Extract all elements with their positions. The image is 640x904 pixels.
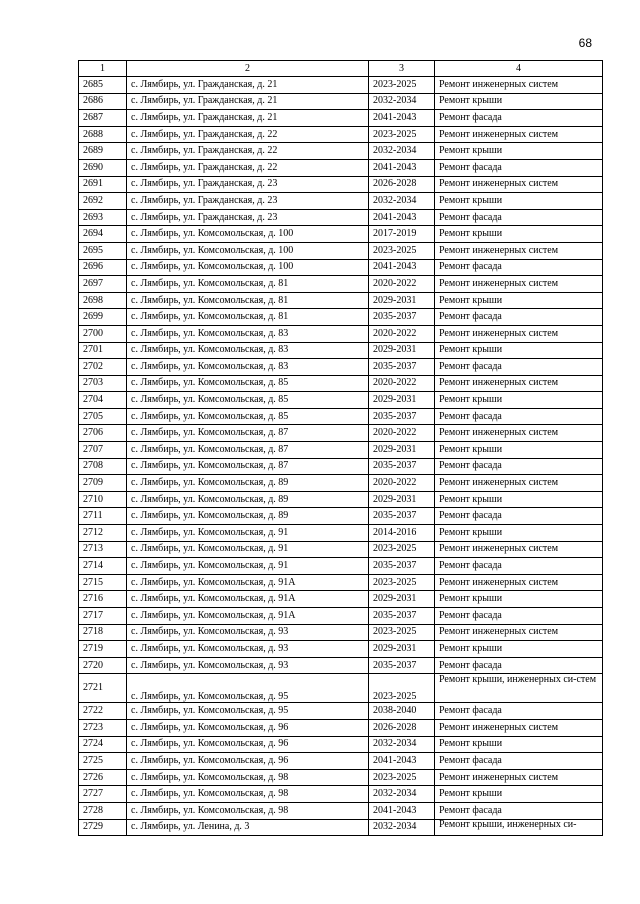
work-type-cell: Ремонт инженерных систем [435,375,603,392]
table-row [79,657,603,674]
period-cell: 2023-2025 [369,769,435,786]
row-number-cell: 2705 [79,408,127,425]
row-number-cell: 2728 [79,802,127,819]
period-cell: 2020-2022 [369,325,435,342]
work-type-cell: Ремонт крыши [435,226,603,243]
address-cell: с. Лямбирь, ул. Комсомольская, д. 96 [127,753,369,770]
period-cell: 2029-2031 [369,342,435,359]
address-cell: с. Лямбирь, ул. Комсомольская, д. 87 [127,442,369,459]
work-type-cell: Ремонт крыши [435,491,603,508]
table-row [79,736,603,753]
address-cell: с. Лямбирь, ул. Комсомольская, д. 81 [127,276,369,293]
table-row [79,77,603,94]
period-cell: 2035-2037 [369,558,435,575]
period-cell: 2017-2019 [369,226,435,243]
address-cell: с. Лямбирь, ул. Комсомольская, д. 100 [127,226,369,243]
row-number-cell: 2721 [79,674,127,703]
period-cell: 2041-2043 [369,209,435,226]
row-number-cell: 2685 [79,77,127,94]
period-cell: 2035-2037 [369,309,435,326]
row-number-cell: 2726 [79,769,127,786]
page-number: 68 [578,36,592,50]
work-type-cell: Ремонт фасада [435,703,603,720]
row-number-cell: 2729 [79,819,127,836]
period-cell: 2041-2043 [369,259,435,276]
row-number-cell: 2719 [79,641,127,658]
period-cell: 2014-2016 [369,525,435,542]
period-cell: 2026-2028 [369,176,435,193]
address-cell: с. Лямбирь, ул. Комсомольская, д. 96 [127,719,369,736]
row-number-cell: 2723 [79,719,127,736]
work-type-cell: Ремонт фасада [435,110,603,127]
work-type-cell: Ремонт инженерных систем [435,475,603,492]
address-cell: с. Лямбирь, ул. Гражданская, д. 21 [127,110,369,127]
row-number-cell: 2704 [79,392,127,409]
period-cell: 2029-2031 [369,292,435,309]
address-cell: с. Лямбирь, ул. Комсомольская, д. 100 [127,242,369,259]
row-number-cell: 2715 [79,574,127,591]
period-cell: 2032-2034 [369,193,435,210]
table-row [79,719,603,736]
address-cell: с. Лямбирь, ул. Гражданская, д. 21 [127,93,369,110]
table-row [79,442,603,459]
row-number-cell: 2708 [79,458,127,475]
work-type-cell: Ремонт инженерных систем [435,77,603,94]
work-type-cell: Ремонт инженерных систем [435,719,603,736]
table-row [79,276,603,293]
address-cell: с. Лямбирь, ул. Комсомольская, д. 89 [127,508,369,525]
period-cell: 2023-2025 [369,242,435,259]
work-type-cell: Ремонт инженерных систем [435,126,603,143]
work-type-cell: Ремонт фасада [435,657,603,674]
row-number-cell: 2688 [79,126,127,143]
table-body [79,77,603,836]
address-cell: с. Лямбирь, ул. Гражданская, д. 23 [127,209,369,226]
row-number-cell: 2716 [79,591,127,608]
row-number-cell: 2710 [79,491,127,508]
table-row [79,541,603,558]
work-type-cell: Ремонт фасада [435,359,603,376]
table-row [79,769,603,786]
address-cell: с. Лямбирь, ул. Комсомольская, д. 95 [127,674,369,703]
work-type-cell: Ремонт крыши [435,591,603,608]
work-type-cell: Ремонт фасада [435,608,603,625]
table-row [79,508,603,525]
row-number-cell: 2693 [79,209,127,226]
row-number-cell: 2695 [79,242,127,259]
work-type-cell: Ремонт инженерных систем [435,624,603,641]
table-row [79,591,603,608]
row-number-cell: 2703 [79,375,127,392]
period-cell: 2023-2025 [369,77,435,94]
address-cell: с. Лямбирь, ул. Комсомольская, д. 100 [127,259,369,276]
work-type-cell: Ремонт инженерных систем [435,541,603,558]
period-cell: 2032-2034 [369,819,435,836]
period-cell: 2026-2028 [369,719,435,736]
table-row [79,608,603,625]
row-number-cell: 2712 [79,525,127,542]
table-row [79,753,603,770]
work-type-cell: Ремонт инженерных систем [435,276,603,293]
work-type-cell: Ремонт фасада [435,408,603,425]
header-row [79,61,603,77]
address-cell: с. Лямбирь, ул. Комсомольская, д. 89 [127,475,369,492]
work-type-cell: Ремонт крыши, инженерных си- [435,819,603,836]
row-number-cell: 2694 [79,226,127,243]
work-type-cell: Ремонт крыши [435,193,603,210]
period-cell: 2023-2025 [369,674,435,703]
row-number-cell: 2711 [79,508,127,525]
work-type-cell: Ремонт крыши [435,525,603,542]
row-number-cell: 2692 [79,193,127,210]
work-type-cell: Ремонт фасада [435,309,603,326]
table-row [79,176,603,193]
table-row [79,126,603,143]
period-cell: 2041-2043 [369,159,435,176]
table-row [79,802,603,819]
period-cell: 2038-2040 [369,703,435,720]
address-cell: с. Лямбирь, ул. Комсомольская, д. 85 [127,408,369,425]
work-type-cell: Ремонт крыши [435,736,603,753]
work-type-cell: Ремонт инженерных систем [435,425,603,442]
work-type-cell: Ремонт крыши, инженерных си-стем [435,674,603,703]
period-cell: 2023-2025 [369,541,435,558]
work-type-cell: Ремонт фасада [435,209,603,226]
address-cell: с. Лямбирь, ул. Комсомольская, д. 81 [127,309,369,326]
row-number-cell: 2697 [79,276,127,293]
period-cell: 2020-2022 [369,425,435,442]
table-row [79,475,603,492]
table-row [79,292,603,309]
period-cell: 2041-2043 [369,802,435,819]
period-cell: 2035-2037 [369,458,435,475]
address-cell: с. Лямбирь, ул. Комсомольская, д. 98 [127,802,369,819]
work-type-cell: Ремонт крыши [435,442,603,459]
row-number-cell: 2725 [79,753,127,770]
column-header-3: 3 [369,61,435,77]
period-cell: 2032-2034 [369,736,435,753]
address-cell: с. Лямбирь, ул. Комсомольская, д. 91 [127,525,369,542]
address-cell: с. Лямбирь, ул. Комсомольская, д. 85 [127,392,369,409]
address-cell: с. Лямбирь, ул. Гражданская, д. 23 [127,193,369,210]
work-type-cell: Ремонт инженерных систем [435,242,603,259]
work-type-cell: Ремонт крыши [435,392,603,409]
address-cell: с. Лямбирь, ул. Гражданская, д. 22 [127,143,369,160]
work-type-cell: Ремонт инженерных систем [435,574,603,591]
table-row [79,342,603,359]
table-row [79,703,603,720]
table-row [79,674,603,703]
work-type-cell: Ремонт фасада [435,458,603,475]
row-number-cell: 2696 [79,259,127,276]
table-header [79,61,603,77]
table-row [79,558,603,575]
row-number-cell: 2691 [79,176,127,193]
row-number-cell: 2699 [79,309,127,326]
period-cell: 2020-2022 [369,276,435,293]
period-cell: 2023-2025 [369,624,435,641]
period-cell: 2032-2034 [369,786,435,803]
work-type-cell: Ремонт инженерных систем [435,769,603,786]
address-cell: с. Лямбирь, ул. Гражданская, д. 22 [127,126,369,143]
table-row [79,491,603,508]
column-header-2: 2 [127,61,369,77]
address-cell: с. Лямбирь, ул. Гражданская, д. 21 [127,77,369,94]
work-type-cell: Ремонт фасада [435,159,603,176]
address-cell: с. Лямбирь, ул. Ленина, д. 3 [127,819,369,836]
row-number-cell: 2700 [79,325,127,342]
column-header-1: 1 [79,61,127,77]
period-cell: 2035-2037 [369,408,435,425]
row-number-cell: 2689 [79,143,127,160]
table-row [79,143,603,160]
period-cell: 2029-2031 [369,641,435,658]
table-row [79,525,603,542]
work-type-cell: Ремонт крыши [435,143,603,160]
row-number-cell: 2720 [79,657,127,674]
address-cell: с. Лямбирь, ул. Комсомольская, д. 98 [127,786,369,803]
work-type-cell: Ремонт фасада [435,558,603,575]
table-row [79,193,603,210]
row-number-cell: 2701 [79,342,127,359]
table-row [79,259,603,276]
table-row [79,375,603,392]
table-row [79,458,603,475]
row-number-cell: 2727 [79,786,127,803]
work-type-cell: Ремонт крыши [435,641,603,658]
table-row [79,359,603,376]
row-number-cell: 2687 [79,110,127,127]
table-row [79,819,603,836]
period-cell: 2035-2037 [369,608,435,625]
row-number-cell: 2713 [79,541,127,558]
table-row [79,786,603,803]
table-row [79,309,603,326]
row-number-cell: 2706 [79,425,127,442]
work-type-cell: Ремонт крыши [435,786,603,803]
address-cell: с. Лямбирь, ул. Комсомольская, д. 93 [127,624,369,641]
row-number-cell: 2698 [79,292,127,309]
address-cell: с. Лямбирь, ул. Гражданская, д. 22 [127,159,369,176]
table-row [79,242,603,259]
repair-schedule-table [78,60,603,836]
row-number-cell: 2717 [79,608,127,625]
period-cell: 2020-2022 [369,375,435,392]
address-cell: с. Лямбирь, ул. Комсомольская, д. 85 [127,375,369,392]
work-type-cell: Ремонт крыши [435,342,603,359]
work-type-cell: Ремонт инженерных систем [435,325,603,342]
period-cell: 2035-2037 [369,359,435,376]
period-cell: 2035-2037 [369,657,435,674]
work-type-cell: Ремонт фасада [435,802,603,819]
row-number-cell: 2722 [79,703,127,720]
address-cell: с. Лямбирь, ул. Комсомольская, д. 91 [127,541,369,558]
table-row [79,226,603,243]
work-type-cell: Ремонт крыши [435,292,603,309]
address-cell: с. Лямбирь, ул. Комсомольская, д. 93 [127,641,369,658]
address-cell: с. Лямбирь, ул. Комсомольская, д. 91 [127,558,369,575]
address-cell: с. Лямбирь, ул. Комсомольская, д. 83 [127,325,369,342]
row-number-cell: 2714 [79,558,127,575]
table-row [79,159,603,176]
row-number-cell: 2686 [79,93,127,110]
period-cell: 2029-2031 [369,591,435,608]
period-cell: 2023-2025 [369,574,435,591]
row-number-cell: 2718 [79,624,127,641]
address-cell: с. Лямбирь, ул. Комсомольская, д. 96 [127,736,369,753]
address-cell: с. Лямбирь, ул. Комсомольская, д. 93 [127,657,369,674]
row-number-cell: 2709 [79,475,127,492]
table-row [79,93,603,110]
period-cell: 2020-2022 [369,475,435,492]
period-cell: 2032-2034 [369,143,435,160]
work-type-cell: Ремонт инженерных систем [435,176,603,193]
table-row [79,574,603,591]
address-cell: с. Лямбирь, ул. Комсомольская, д. 91А [127,591,369,608]
column-header-4: 4 [435,61,603,77]
address-cell: с. Лямбирь, ул. Комсомольская, д. 89 [127,491,369,508]
work-type-cell: Ремонт фасада [435,508,603,525]
address-cell: с. Лямбирь, ул. Гражданская, д. 23 [127,176,369,193]
address-cell: с. Лямбирь, ул. Комсомольская, д. 81 [127,292,369,309]
table-row [79,641,603,658]
period-cell: 2029-2031 [369,392,435,409]
address-cell: с. Лямбирь, ул. Комсомольская, д. 83 [127,342,369,359]
row-number-cell: 2690 [79,159,127,176]
address-cell: с. Лямбирь, ул. Комсомольская, д. 87 [127,458,369,475]
table-row [79,425,603,442]
period-cell: 2035-2037 [369,508,435,525]
period-cell: 2032-2034 [369,93,435,110]
work-type-cell: Ремонт фасада [435,753,603,770]
work-type-cell: Ремонт фасада [435,259,603,276]
table-row [79,408,603,425]
table-row [79,392,603,409]
table-row [79,325,603,342]
period-cell: 2041-2043 [369,110,435,127]
work-type-cell: Ремонт крыши [435,93,603,110]
address-cell: с. Лямбирь, ул. Комсомольская, д. 91А [127,608,369,625]
row-number-cell: 2702 [79,359,127,376]
period-cell: 2023-2025 [369,126,435,143]
row-number-cell: 2724 [79,736,127,753]
table-row [79,209,603,226]
period-cell: 2029-2031 [369,442,435,459]
address-cell: с. Лямбирь, ул. Комсомольская, д. 98 [127,769,369,786]
address-cell: с. Лямбирь, ул. Комсомольская, д. 95 [127,703,369,720]
address-cell: с. Лямбирь, ул. Комсомольская, д. 87 [127,425,369,442]
address-cell: с. Лямбирь, ул. Комсомольская, д. 83 [127,359,369,376]
row-number-cell: 2707 [79,442,127,459]
address-cell: с. Лямбирь, ул. Комсомольская, д. 91А [127,574,369,591]
period-cell: 2041-2043 [369,753,435,770]
period-cell: 2029-2031 [369,491,435,508]
table-row [79,110,603,127]
table-row [79,624,603,641]
